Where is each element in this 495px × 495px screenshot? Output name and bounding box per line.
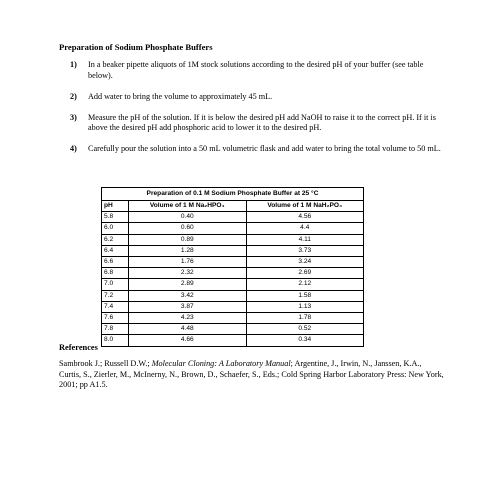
cell-nah2po4: 1.58	[246, 290, 364, 301]
step-number: 3)	[70, 112, 77, 122]
cell-nah2po4: 3.24	[246, 257, 364, 268]
cell-nah2po4: 4.4	[246, 223, 364, 234]
cell-na2hpo4: 2.32	[129, 268, 247, 279]
step-text: Carefully pour the solution into a 50 mL volumetric flask and add water to bring the total volume to 50 mL.	[88, 144, 441, 154]
table-row	[102, 313, 364, 324]
table-row	[102, 234, 364, 245]
cell-na2hpo4: 0.60	[129, 223, 247, 234]
reference-book-title: Molecular Cloning: A Laboratory Manual	[151, 359, 291, 368]
table-caption: Preparation of 0.1 M Sodium Phosphate Buffer at 25 °C	[102, 188, 364, 201]
cell-nah2po4: 2.69	[246, 268, 364, 279]
cell-ph: 6.8	[102, 268, 129, 279]
cell-nah2po4: 0.34	[246, 335, 364, 346]
cell-na2hpo4: 1.76	[129, 257, 247, 268]
step-text: Measure the pH of the solution. If it is below the desired pH add NaOH to raise it to the correct pH. If it is above the desired pH add phosphoric acid to lower it to the desired pH.	[88, 112, 436, 133]
table-row	[102, 335, 364, 346]
step-number: 4)	[70, 144, 77, 154]
cell-ph: 5.8	[102, 212, 129, 223]
doc-title: Preparation of Sodium Phosphate Buffers	[59, 42, 213, 52]
table-row	[102, 301, 364, 312]
cell-nah2po4: 4.11	[246, 234, 364, 245]
col-header-nah2po4: Volume of 1 M NaH₂PO₄	[246, 201, 364, 212]
cell-ph: 7.0	[102, 279, 129, 290]
buffer-table	[101, 187, 364, 347]
step-item	[70, 113, 442, 134]
cell-na2hpo4: 2.89	[129, 279, 247, 290]
cell-na2hpo4: 4.66	[129, 335, 247, 346]
cell-nah2po4: 2.12	[246, 279, 364, 290]
cell-nah2po4: 4.56	[246, 212, 364, 223]
cell-ph: 7.6	[102, 313, 129, 324]
cell-na2hpo4: 4.48	[129, 324, 247, 335]
cell-ph: 6.4	[102, 245, 129, 256]
table-row	[102, 257, 364, 268]
cell-na2hpo4: 3.42	[129, 290, 247, 301]
cell-na2hpo4: 3.87	[129, 301, 247, 312]
table-header-row	[102, 201, 364, 212]
step-item	[70, 144, 442, 155]
step-item	[70, 60, 442, 81]
table-row	[102, 268, 364, 279]
cell-na2hpo4: 0.40	[129, 212, 247, 223]
cell-na2hpo4: 0.89	[129, 234, 247, 245]
cell-nah2po4: 1.13	[246, 301, 364, 312]
step-number: 2)	[70, 91, 77, 101]
table-row	[102, 279, 364, 290]
table-row	[102, 212, 364, 223]
cell-nah2po4: 0.52	[246, 324, 364, 335]
reference-authors: Sambrook J.; Russell D.W.;	[59, 359, 152, 368]
step-number: 1)	[70, 60, 77, 69]
cell-ph: 7.8	[102, 324, 129, 335]
cell-ph: 6.0	[102, 223, 129, 234]
step-text: In a beaker pipette aliquots of 1M stock solutions according to the desired pH of your buffer (see table below).	[88, 60, 424, 80]
table-row	[102, 223, 364, 234]
references-heading: References	[59, 343, 98, 352]
cell-ph: 7.2	[102, 290, 129, 301]
table-row	[102, 245, 364, 256]
step-text: Add water to bring the volume to approximately 45 mL.	[88, 91, 273, 101]
cell-ph: 8.0	[102, 335, 129, 346]
reference-details: ; Argentine, J., Irwin, N., Janssen, K.A., Curtis, S., Zierler, M., McInerny, N., Brown, D., Schaefer, S., Eds.; Cold Spring Harbor Laboratory Press: New York, 2001; pp A1.5.	[59, 359, 444, 390]
cell-ph: 6.2	[102, 234, 129, 245]
cell-ph: 7.4	[102, 301, 129, 312]
reference-entry	[59, 359, 444, 391]
cell-ph: 6.6	[102, 257, 129, 268]
cell-na2hpo4: 4.23	[129, 313, 247, 324]
cell-na2hpo4: 1.28	[129, 245, 247, 256]
cell-nah2po4: 3.73	[246, 245, 364, 256]
step-item	[70, 92, 442, 103]
cell-nah2po4: 1.78	[246, 313, 364, 324]
table-row	[102, 324, 364, 335]
table-row	[102, 290, 364, 301]
procedure-steps	[70, 60, 442, 166]
col-header-na2hpo4: Volume of 1 M Na₂HPO₄	[129, 201, 247, 212]
col-header-ph: pH	[102, 201, 129, 212]
